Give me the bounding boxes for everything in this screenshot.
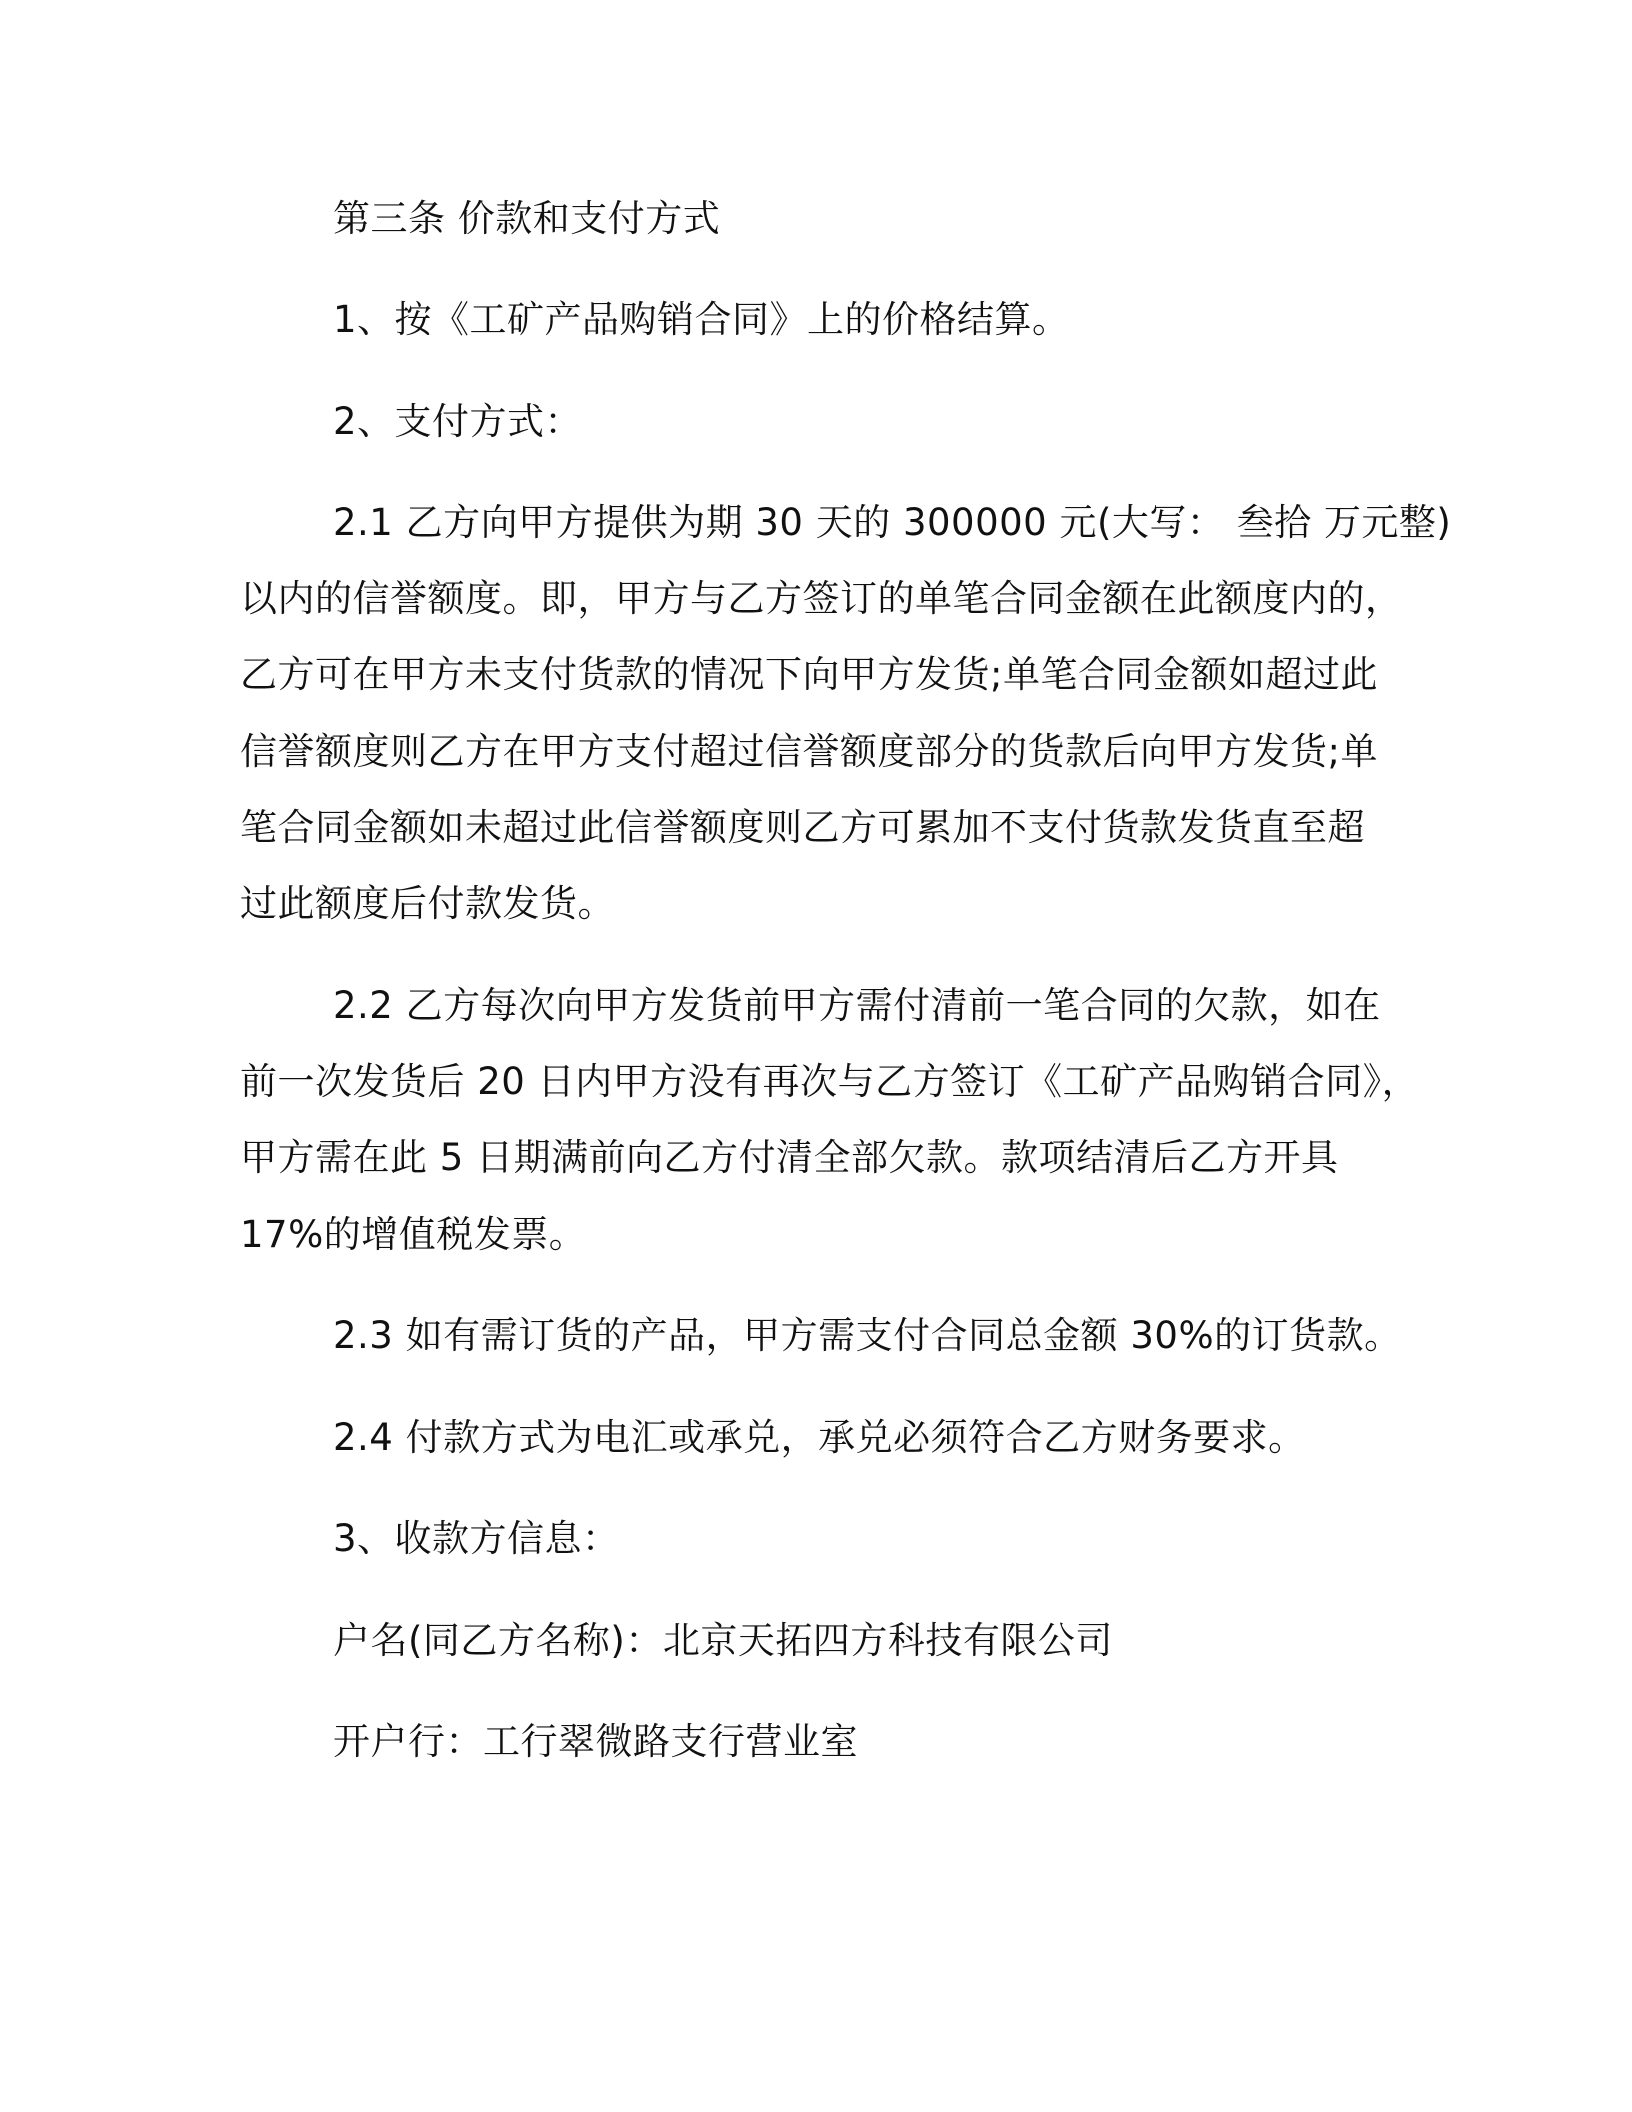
paragraph-item-3: 3、收款方信息： [333,1517,620,1560]
text-line: 2.1 乙方向甲方提供为期 30 天的 300000 元(大写： 叁拾 万元整) [333,501,1452,544]
text-line: 17%的增值税发票。 [240,1213,587,1256]
text-line: 笔合同金额如未超过此信誉额度则乙方可累加不支付货款发货直至超 [240,806,1365,849]
paragraph-item-2-3: 2.3 如有需订货的产品，甲方需支付合同总金额 30%的订货款。 [333,1314,1402,1357]
text-line: 前一次发货后 20 日内甲方没有再次与乙方签订《工矿产品购销合同》， [240,1060,1420,1103]
account-name: 户名(同乙方名称)：北京天拓四方科技有限公司 [333,1619,1113,1662]
text-line: 2.2 乙方每次向甲方发货前甲方需付清前一笔合同的欠款，如在 [333,984,1381,1027]
paragraph-item-2-4: 2.4 付款方式为电汇或承兑，承兑必须符合乙方财务要求。 [333,1416,1306,1459]
paragraph-item-2: 2、支付方式： [333,400,583,443]
text-line: 乙方可在甲方未支付货款的情况下向甲方发货;单笔合同金额如超过此 [240,653,1378,696]
text-line: 过此额度后付款发货。 [240,882,615,925]
bank-name: 开户行：工行翠微路支行营业室 [333,1720,858,1763]
text-line: 以内的信誉额度。即，甲方与乙方签订的单笔合同金额在此额度内的， [240,577,1403,620]
text-line: 信誉额度则乙方在甲方支付超过信誉额度部分的货款后向甲方发货;单 [240,730,1378,773]
paragraph-item-1: 1、按《工矿产品购销合同》上的价格结算。 [333,298,1070,341]
text-line: 甲方需在此 5 日期满前向乙方付清全部欠款。款项结清后乙方开具 [240,1136,1339,1179]
section-heading: 第三条 价款和支付方式 [333,197,721,240]
